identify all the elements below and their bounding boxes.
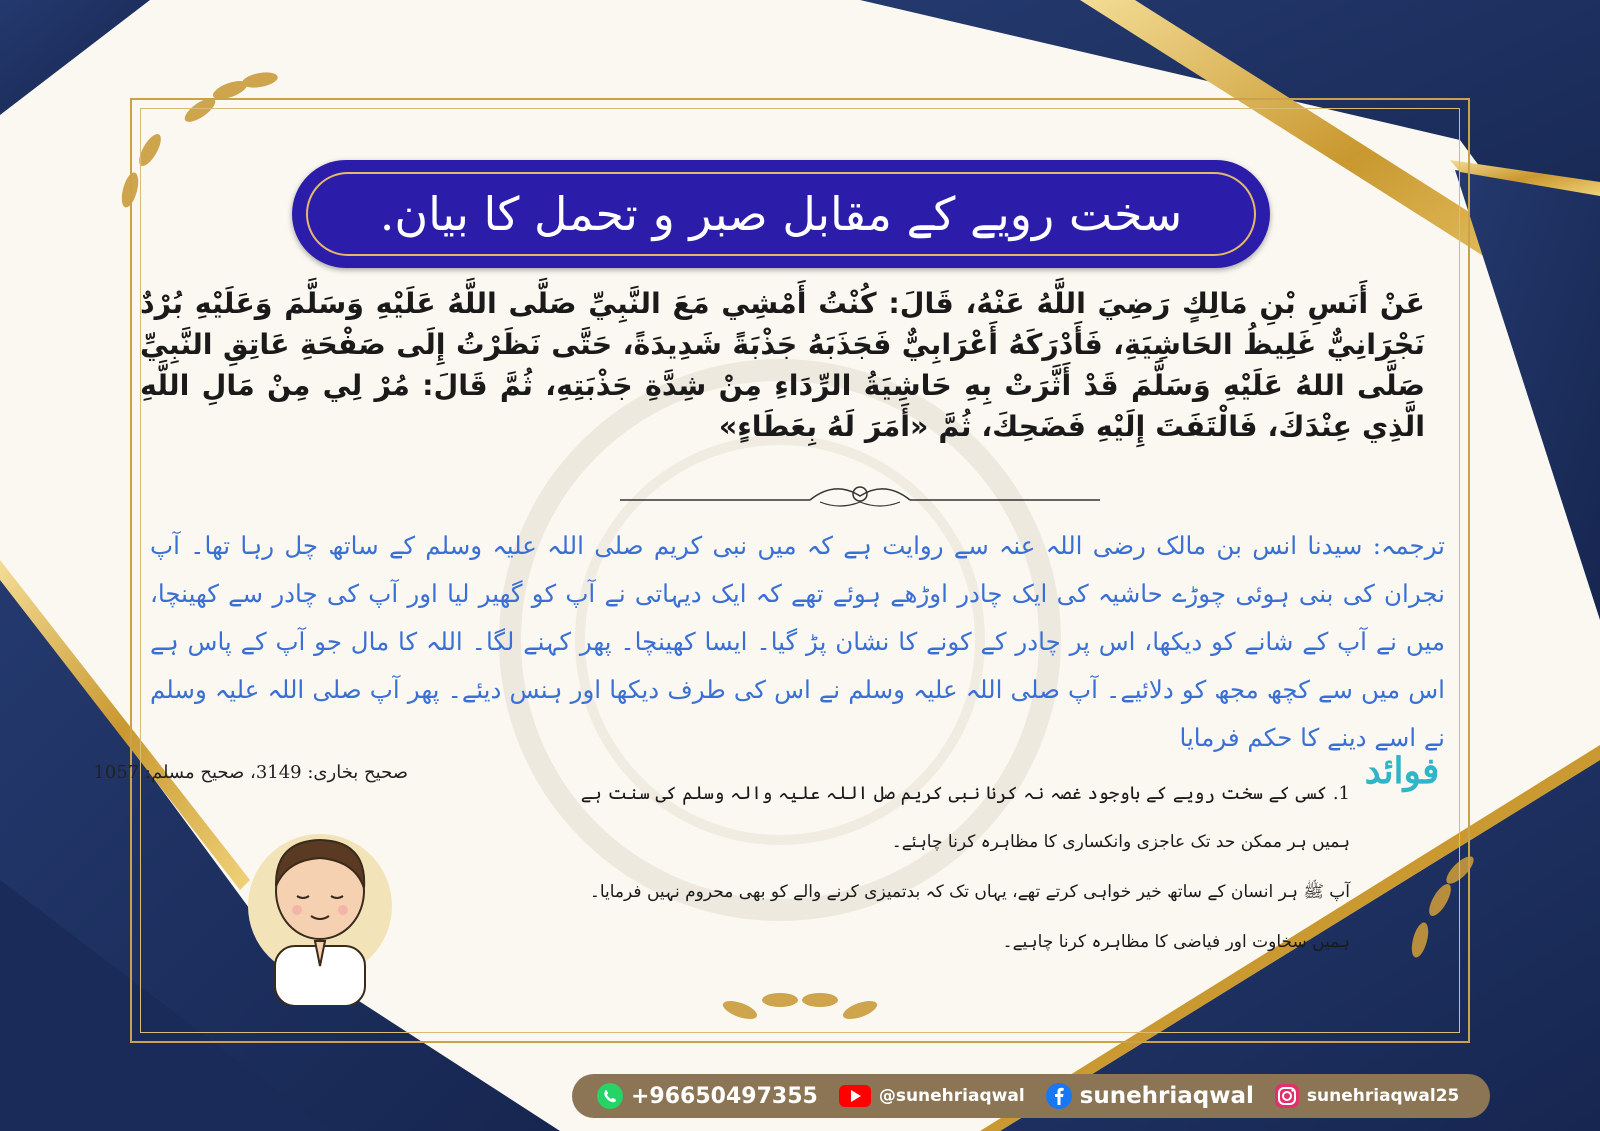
facebook-icon — [1045, 1082, 1073, 1110]
benefit-item: ہمیں ہر ممکن حد تک عاجزی وانکساری کا مظاہرہ کرنا چاہئے۔ — [891, 832, 1350, 852]
benefit-item: آپ ﷺ ہر انسان کے ساتھ خیر خواہی کرتے تھے، یہاں تک کہ بدتمیزی کرنے والے کو بھی محروم نہیں فرمایا۔ — [589, 882, 1350, 902]
title-banner — [292, 160, 1270, 268]
phone-number: +96650497355 — [631, 1083, 818, 1109]
urdu-translation: ترجمہ: سیدنا انس بن مالک رضی اللہ عنہ سے روایت ہے کہ میں نبی کریم صلی اللہ علیہ وسلم کے ساتھ چل رہا تھا۔ آپ نجران کی بنی ہوئی چوڑے حاشیہ کی ایک چادر اوڑھے ہوئے تھے کہ ایک دیہاتی نے آپ کو گھیر لیا اور آپ کی چادر سے کھینچا، میں نے آپ کے شانے کو دیکھا، اس پر چادر کے کونے کا نشان پڑ گیا۔ ایسا کھینچا۔ پھر کہنے لگا۔ اللہ کا مال جو آپ کے پاس ہے اس میں سے کچھ مجھ کو دلائیے۔ آپ صلی اللہ علیہ وسلم نے اس کی طرف دیکھا اور ہنس دیئے۔ پھر آپ صلی اللہ علیہ وسلم نے اسے دینے کا حکم فرمایا — [150, 531, 1445, 752]
whatsapp-icon — [596, 1082, 624, 1110]
phone-contact[interactable] — [596, 1082, 818, 1110]
benefits-heading: فوائد — [1364, 750, 1440, 792]
benefit-item: 1. کسی کے سخت رویے کے باوجود غصہ نہ کرنا نبی کریم صل اللہ علیہ والہ وسلم کی سنت ہے — [580, 783, 1350, 804]
facebook-link[interactable] — [1045, 1082, 1254, 1110]
social-contact-bar — [572, 1074, 1490, 1118]
praying-child-illustration — [245, 816, 395, 1006]
hadith-arabic-text: عَنْ أَنَسِ بْنِ مَالِكٍ رَضِيَ اللَّهُ عَنْهُ، قَالَ: كُنْتُ أَمْشِي مَعَ النَّبِيِّ صَلَّى اللَّهُ عَلَيْهِ وَسَلَّمَ وَعَلَيْهِ بُرْدٌ نَجْرَانِيٌّ غَلِيظُ الحَاشِيَةِ، فَأَدْرَكَهُ أَعْرَابِيٌّ فَجَذَبَهُ جَذْبَةً شَدِيدَةً، حَتَّى نَظَرْتُ إِلَى صَفْحَةِ عَاتِقِ النَّبِيِّ صَلَّى اللهُ عَلَيْهِ وَسَلَّمَ قَدْ أَثَّرَتْ بِهِ حَاشِيَةُ الرِّدَاءِ مِنْ شِدَّةِ جَذْبَتِهِ، ثُمَّ قَالَ: مُرْ لِي مِنْ مَالِ اللَّهِ الَّذِي عِنْدَكَ، فَالْتَفَتَ إِلَيْهِ فَضَحِكَ، ثُمَّ «أَمَرَ لَهُ بِعَطَاءٍ» — [140, 287, 1425, 443]
hadith-reference: صحیح بخاری: 3149، صحیح مسلم: 1057 — [93, 762, 408, 783]
youtube-link[interactable] — [838, 1083, 1025, 1109]
page-title: سخت رویے کے مقابل صبر و تحمل کا بیان. — [379, 187, 1183, 241]
instagram-icon — [1274, 1083, 1300, 1109]
instagram-handle: sunehriaqwal25 — [1306, 1086, 1460, 1106]
ornament-divider — [620, 478, 1100, 514]
benefit-item: ہمیں سخاوت اور فیاضی کا مظاہرہ کرنا چاہیے۔ — [1002, 932, 1350, 952]
youtube-handle: @sunehriaqwal — [878, 1086, 1025, 1106]
title-banner-border — [306, 172, 1256, 256]
facebook-handle: sunehriaqwal — [1079, 1083, 1254, 1109]
instagram-link[interactable] — [1274, 1083, 1459, 1109]
youtube-icon — [838, 1083, 872, 1109]
